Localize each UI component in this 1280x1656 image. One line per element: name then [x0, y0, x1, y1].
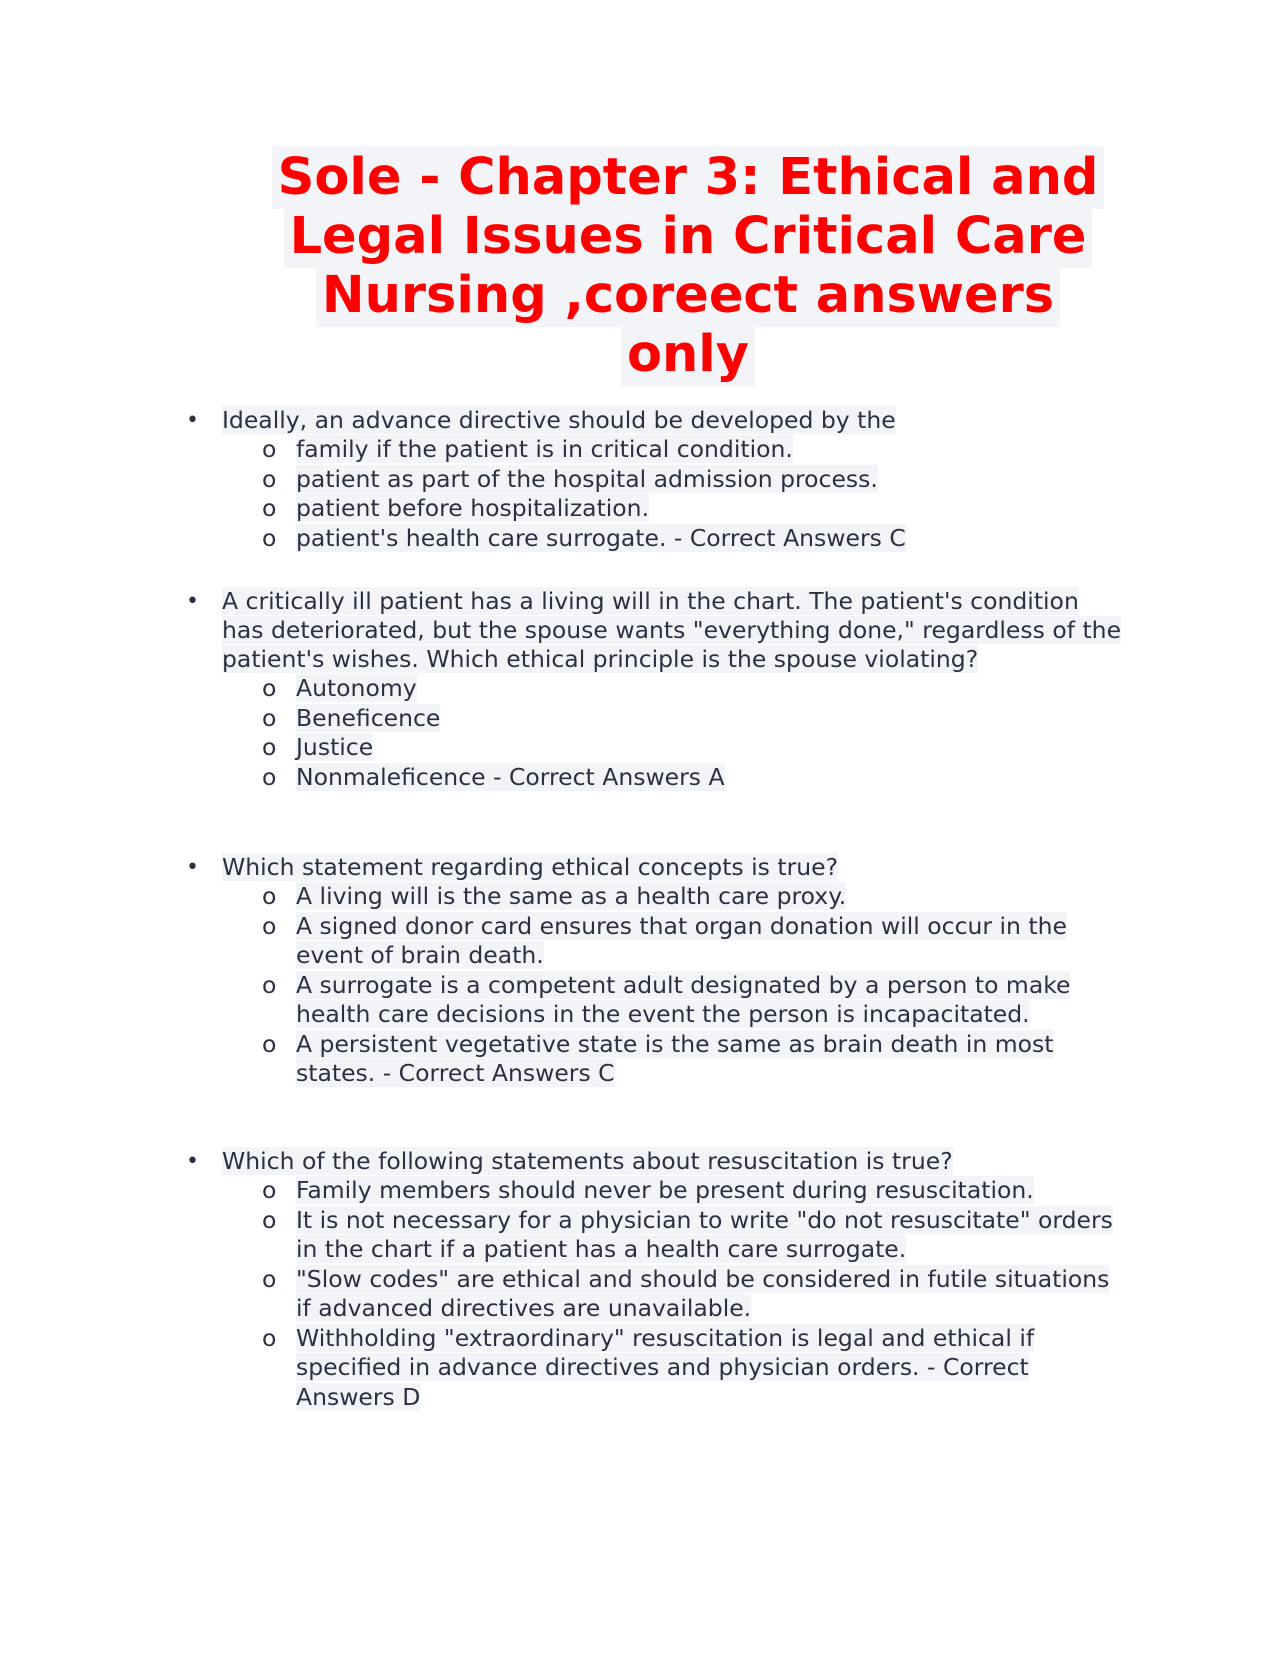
question-stem [186, 406, 1126, 435]
option-marker-icon: o [262, 703, 277, 732]
option-item [186, 733, 1126, 763]
option-marker-icon: o [262, 1029, 277, 1058]
option-text: A persistent vegetative state is the same as brain death in most states. - Correct Answers C [296, 1029, 1054, 1087]
question-text: A critically ill patient has a living will in the chart. The patient's condition has deteriorated, but the spouse wants "everything done," regardless of the patient's wishes. Which ethical principle is the spouse violating? [222, 587, 1122, 673]
option-marker-icon: o [262, 435, 277, 463]
option-item [186, 763, 1126, 793]
option-text: Family members should never be present during resuscitation. [296, 1176, 1034, 1204]
option-item [186, 1265, 1126, 1324]
option-item [186, 912, 1126, 971]
question-item [186, 587, 1126, 792]
option-marker-icon: o [262, 733, 277, 761]
option-item [186, 674, 1126, 704]
option-item [186, 704, 1126, 734]
option-list [186, 435, 1126, 553]
option-list [186, 882, 1126, 1089]
option-item [186, 882, 1126, 912]
option-item [186, 971, 1126, 1030]
option-marker-icon: o [262, 1205, 277, 1234]
option-item [186, 1324, 1126, 1413]
option-marker-icon: o [262, 970, 277, 999]
option-text: A signed donor card ensures that organ donation will occur in the event of brain death. [296, 911, 1067, 969]
option-marker-icon: o [262, 494, 277, 522]
option-text: A surrogate is a competent adult designated by a person to make health care decisions in the event the person is incapacitated. [296, 970, 1071, 1028]
option-text: patient as part of the hospital admission process. [296, 464, 878, 493]
page-title: Sole - Chapter 3: Ethical and Legal Issues in Critical Care Nursing ,coreect answers only [272, 146, 1105, 386]
option-marker-icon: o [262, 1264, 277, 1293]
option-text: Autonomy [296, 674, 417, 702]
page-title-container [260, 148, 1116, 384]
question-stem [186, 587, 1126, 674]
option-text: A living will is the same as a health care proxy. [296, 882, 847, 910]
question-stem [186, 1147, 1126, 1176]
option-text: Nonmaleficence - Correct Answers A [296, 762, 725, 791]
option-text: Beneficence [296, 703, 441, 732]
option-item [186, 494, 1126, 524]
option-marker-icon: o [262, 523, 277, 552]
option-text: patient before hospitalization. [296, 494, 650, 522]
option-item [186, 1206, 1126, 1265]
option-item [186, 435, 1126, 465]
option-marker-icon: o [262, 674, 277, 702]
option-text: Justice [296, 733, 374, 761]
option-marker-icon: o [262, 1323, 277, 1352]
option-item [186, 1030, 1126, 1089]
bullet-icon: • [186, 1149, 199, 1174]
option-text: Withholding "extraordinary" resuscitation is legal and ethical if specified in advance directives and physician orders. - Correct Answers D [296, 1323, 1035, 1411]
option-text: "Slow codes" are ethical and should be considered in futile situations if advanced directives are unavailable. [296, 1264, 1110, 1322]
question-text: Which statement regarding ethical concepts is true? [222, 853, 839, 881]
question-text: Which of the following statements about resuscitation is true? [222, 1147, 953, 1175]
option-item [186, 524, 1126, 554]
option-marker-icon: o [262, 762, 277, 791]
option-item [186, 1176, 1126, 1206]
option-text: It is not necessary for a physician to write "do not resuscitate" orders in the chart if a patient has a health care surrogate. [296, 1205, 1113, 1263]
option-marker-icon: o [262, 882, 277, 910]
option-text: patient's health care surrogate. - Correct Answers C [296, 523, 906, 552]
option-marker-icon: o [262, 911, 277, 940]
question-stem [186, 853, 1126, 882]
question-text: Ideally, an advance directive should be developed by the [222, 406, 896, 434]
bullet-icon: • [186, 855, 199, 880]
bullet-icon: • [186, 408, 199, 433]
option-list [186, 1176, 1126, 1412]
option-list [186, 674, 1126, 792]
option-text: family if the patient is in critical condition. [296, 435, 793, 463]
option-marker-icon: o [262, 464, 277, 493]
bullet-icon: • [186, 589, 199, 614]
option-marker-icon: o [262, 1176, 277, 1204]
question-item [186, 406, 1126, 553]
option-item [186, 465, 1126, 495]
question-item [186, 1147, 1126, 1412]
question-item [186, 853, 1126, 1089]
